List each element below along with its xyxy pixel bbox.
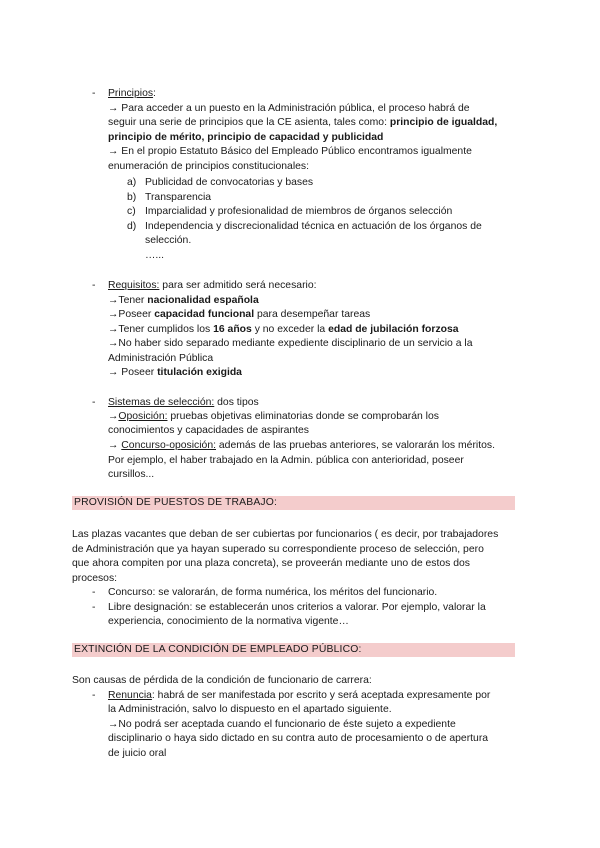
section-heading-provision: PROVISIÓN DE PUESTOS DE TRABAJO: [72,496,515,510]
text-line: conocimientos y capacidades de aspirantes [108,425,310,436]
text-line: → Para acceder a un puesto en la Administración pública, el proceso habrá de [108,103,470,114]
list-item: Imparcialidad y profesionalidad de miembros de órganos selección [145,206,453,217]
text-line: Administración Pública [108,353,214,364]
text-line: disciplinario o haya sido dictado en su contra auto de procesamiento o de apertura [108,733,489,744]
list-dash: - [92,690,96,701]
principios-title: Principios [108,88,154,99]
text-line: de Administración que ya hayan superado su correspondiente proceso de selección, pero [72,544,484,555]
renuncia-title: Renuncia [108,690,152,701]
text-line: de juicio oral [108,748,167,759]
ellipsis: …... [145,250,165,261]
list-dash: - [92,587,96,598]
list-item: Transparencia [145,192,212,203]
text-line: →No podrá ser aceptada cuando el funcionario de éste sujeto a expediente [108,719,456,730]
text-line: → Poseer titulación exigida [108,367,242,378]
text-line: cursillos... [108,469,155,480]
list-marker: d) [127,221,137,232]
section-heading-extincion: EXTINCIÓN DE LA CONDICIÓN DE EMPLEADO PÚBLICO: [72,643,515,657]
text-line: principio de mérito, principio de capacidad y publicidad [108,132,384,143]
text-line: que ahora compiten por una plaza concreta), se proveerán mediante uno de estos dos [72,558,470,569]
list-item: Concurso: se valorarán, de forma numérica, los méritos del funcionario. [108,587,438,598]
text-line: procesos: [72,573,118,584]
text-line: → En el propio Estatuto Básico del Empleado Público encontramos igualmente [108,146,472,157]
text-line: →Tener cumplidos los 16 años y no exceder la edad de jubilación forzosa [108,324,459,335]
text-line: → Concurso-oposición: además de las pruebas anteriores, se valorarán los méritos. [108,440,495,451]
text-line: Son causas de pérdida de la condición de funcionario de carrera: [72,675,372,686]
text-line: experiencia, conocimiento de la normativa vigente… [108,616,349,627]
text-line: Las plazas vacantes que deban de ser cubiertas por funcionarios ( es decir, por trabajadores [72,529,499,540]
text-line: Por ejemplo, el haber trabajado en la Admin. pública con anterioridad, poseer [108,455,464,466]
text-line: →No haber sido separado mediante expediente disciplinario de un servicio a la [108,338,473,349]
list-item: Publicidad de convocatorias y bases [145,177,314,188]
text-line: →Oposición: pruebas objetivas eliminatorias donde se comprobarán los [108,411,439,422]
list-dash: - [92,88,96,99]
list-dash: - [92,280,96,291]
list-item: Libre designación: se establecerán unos criterios a valorar. Por ejemplo, valorar la [108,602,486,613]
renuncia-line: Renuncia: habrá de ser manifestada por escrito y será aceptada expresamente por [108,690,491,701]
requisitos-heading-line: Requisitos: para ser admitido será necesario: [108,280,317,291]
list-item: Independencia y discrecionalidad técnica en actuación de los órganos de [145,221,482,232]
text-line: →Tener nacionalidad española [108,295,259,306]
list-dash: - [92,602,96,613]
list-marker: c) [127,206,136,217]
text-line: →Poseer capacidad funcional para desempeñar tareas [108,309,371,320]
sistemas-title: Sistemas de selección: [108,397,215,408]
list-marker: b) [127,192,137,203]
list-marker: a) [127,177,137,188]
list-dash: - [92,397,96,408]
text-line: selección. [145,235,192,246]
sistemas-heading-line: Sistemas de selección: dos tipos [108,397,259,408]
text-line: la Administración, salvo lo dispuesto en el apartado siguiente. [108,704,392,715]
text-line: enumeración de principios constitucionales: [108,161,309,172]
principios-heading-line: Principios: [108,88,156,99]
text-line: seguir una serie de principios que la CE asienta, tales como: principio de igualdad, [108,117,498,128]
requisitos-title: Requisitos: [108,280,160,291]
